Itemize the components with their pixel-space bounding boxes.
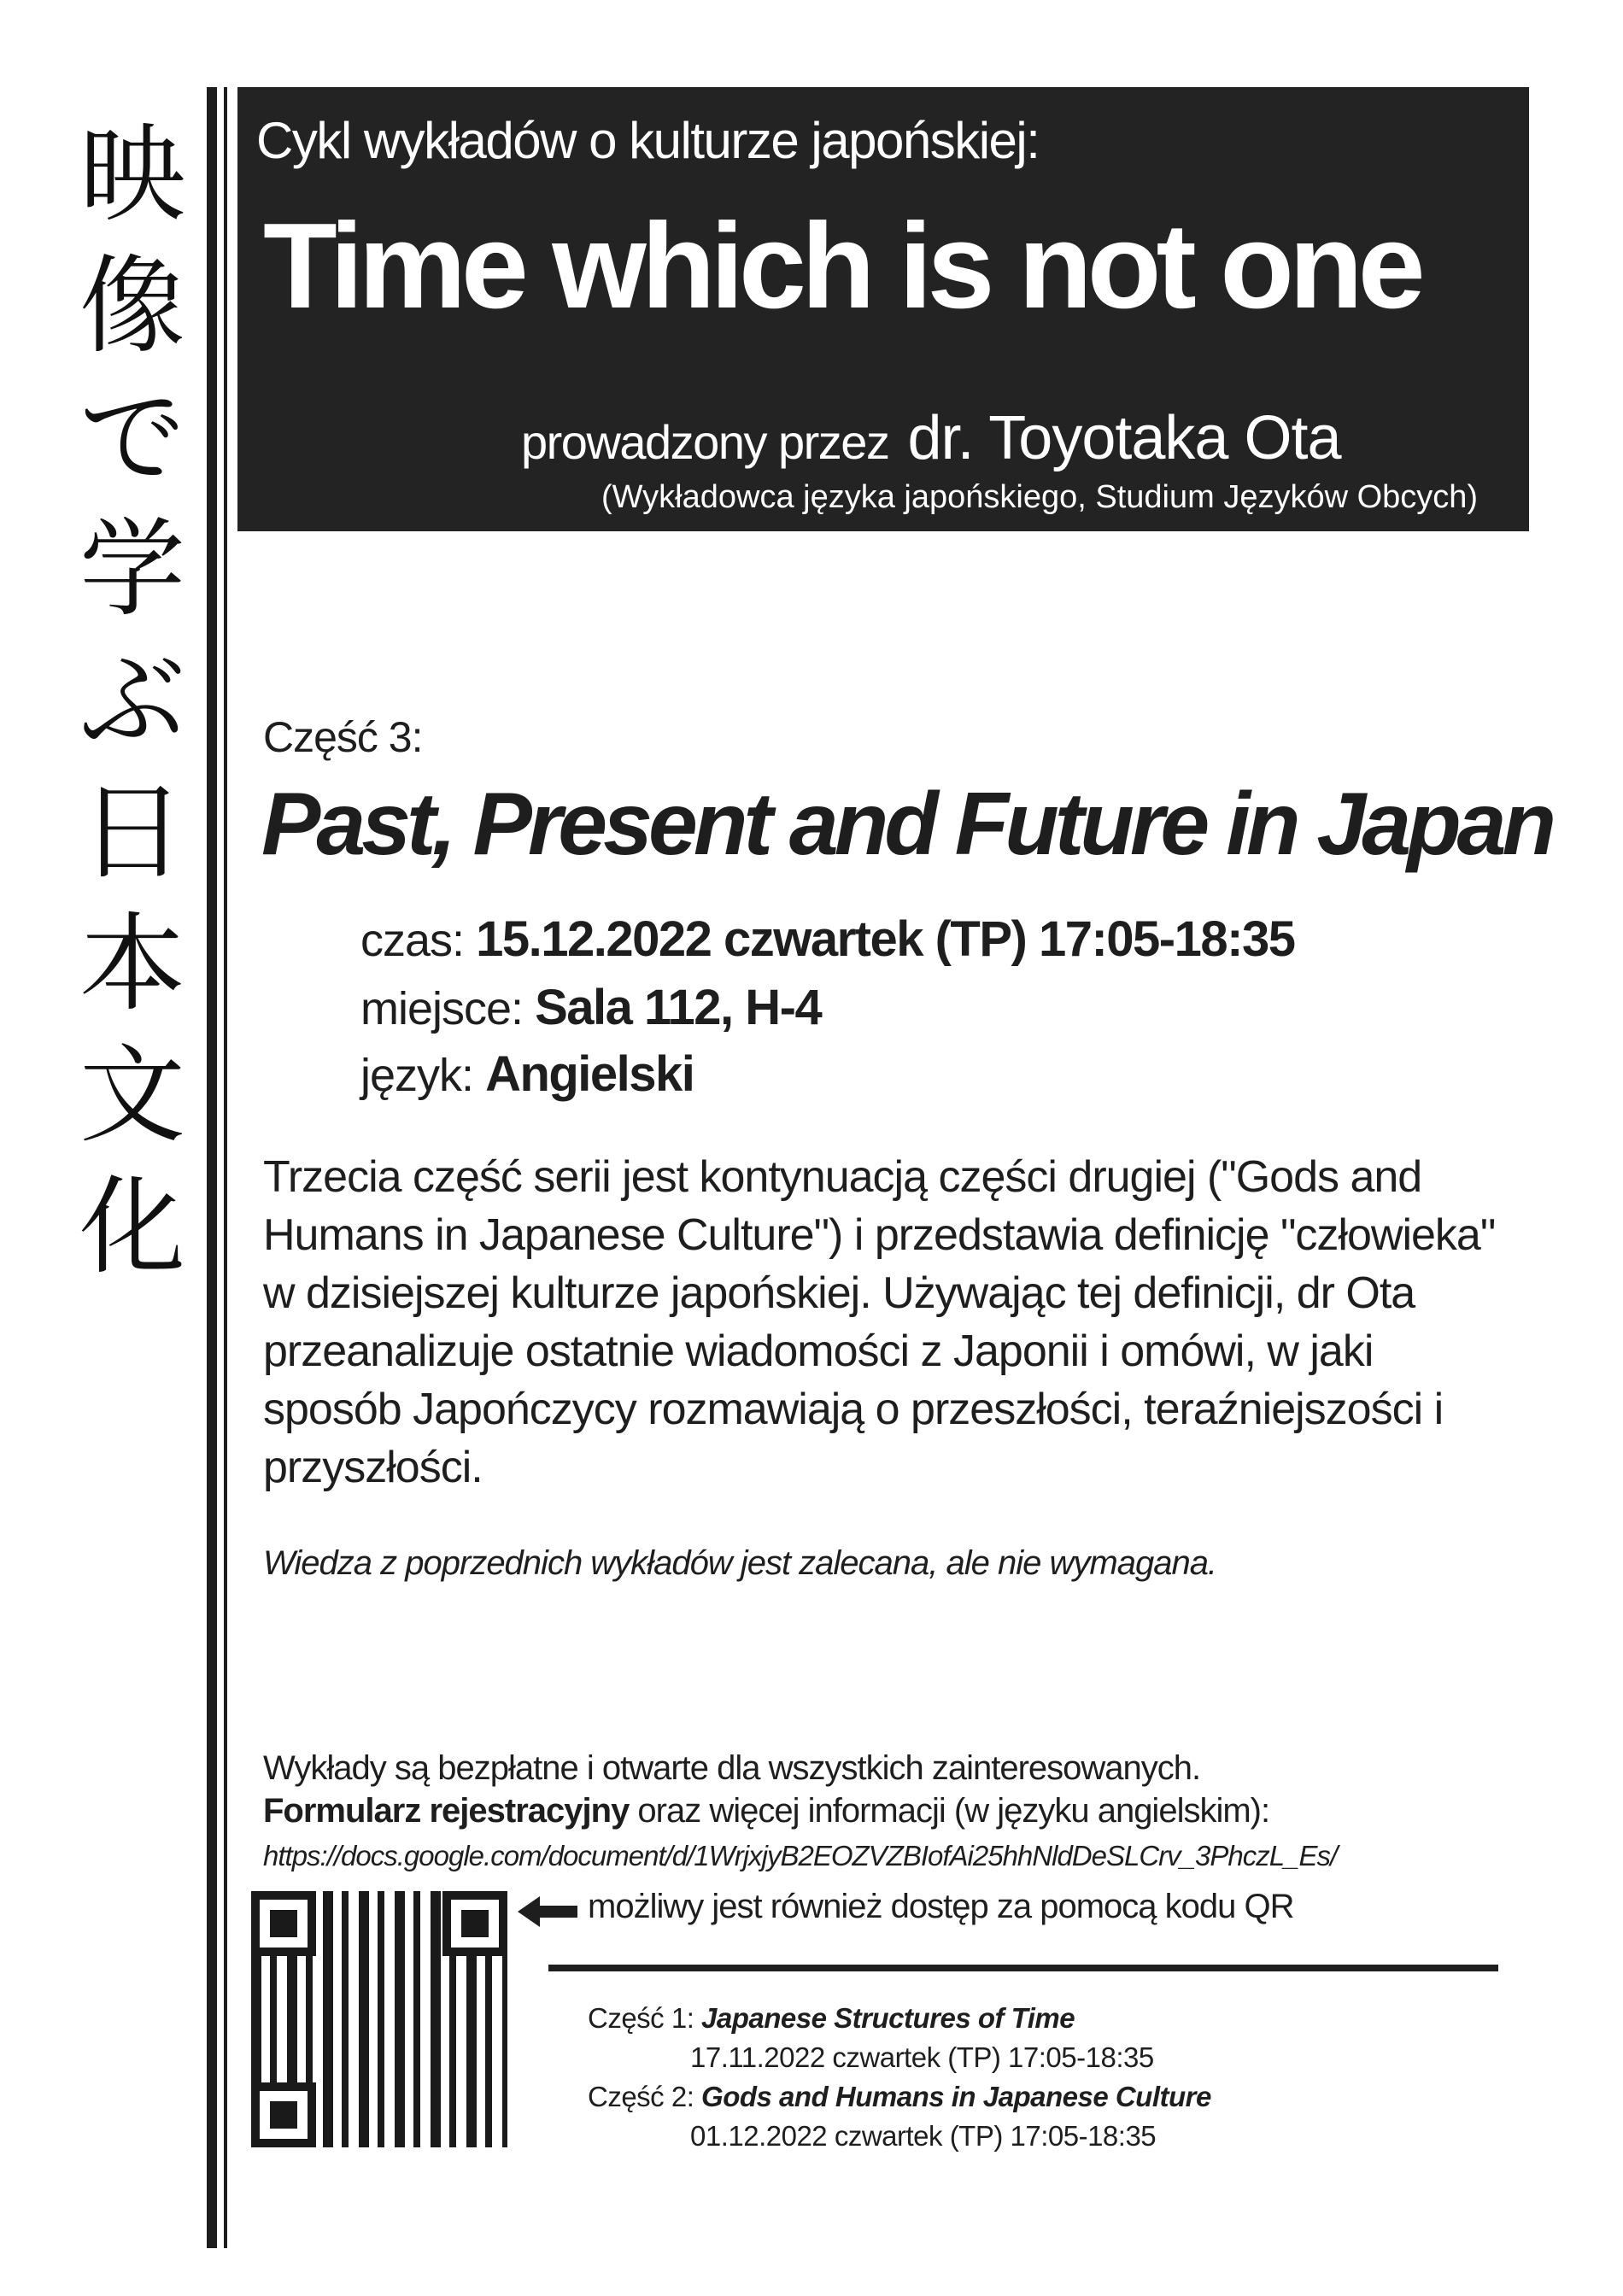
description-line: sposób Japończycy rozmawiają o przeszłości, teraźniejszości i (263, 1385, 1444, 1434)
place-label: miejsce: (360, 983, 524, 1034)
qr-finder-pattern (442, 1891, 507, 1956)
lecture-series-name: Time which is not one (263, 198, 1421, 334)
previous-part-title: Japanese Structures of Time (701, 2002, 1075, 2034)
part-label: Część 3: (263, 713, 423, 761)
kanji-char: 学 (79, 508, 185, 631)
previous-part-label: Część 2: (588, 2081, 702, 2112)
header-banner (237, 87, 1529, 531)
previous-lecture-date: 01.12.2022 czwartek (TP) 17:05-18:35 (690, 2120, 1157, 2152)
arrow-left-icon (518, 1896, 577, 1927)
series-title: Cykl wykładów o kulturze japońskiej: (256, 112, 1040, 169)
previous-lectures (588, 1999, 1211, 2156)
description-line: przeanalizuje ostatnie wiadomości z Japonii i omówi, w jaki (263, 1327, 1374, 1376)
free-admission-text: Wykłady są bezpłatne i otwarte dla wszystkich zainteresowanych. (263, 1749, 1201, 1787)
part-title: Past, Present and Future in Japan (261, 775, 1552, 874)
lecturer-affiliation: (Wykładowca języka japońskiego, Studium Języków Obcych) (601, 479, 1479, 515)
previous-lecture-date: 17.11.2022 czwartek (TP) 17:05-18:35 (690, 2041, 1154, 2073)
kanji-char: 文 (79, 1034, 185, 1157)
qr-finder-pattern (251, 1891, 316, 1956)
registration-info-text: oraz więcej informacji (w języku angielskim): (629, 1792, 1270, 1830)
registration-form-label: Formularz rejestracyjny (263, 1792, 630, 1830)
lecturer-label: prowadzony przez (521, 415, 889, 469)
previous-part-label: Część 1: (588, 2002, 702, 2034)
time-value: 15.12.2022 czwartek (TP) 17:05-18:35 (476, 911, 1295, 967)
qr-finder-pattern (251, 2082, 316, 2147)
previous-part-title: Gods and Humans in Japanese Culture (701, 2081, 1211, 2112)
time-detail (360, 911, 1294, 968)
previous-lecture-title-row (588, 1999, 1211, 2038)
kanji-char: 像 (79, 245, 185, 368)
language-value: Angielski (485, 1046, 694, 1102)
description-line: przyszłości. (263, 1443, 483, 1492)
kanji-char: 本 (79, 903, 185, 1026)
lecturer-line (521, 403, 1341, 473)
registration-line (263, 1792, 1269, 1830)
qr-code (251, 1891, 507, 2147)
registration-url[interactable]: https://docs.google.com/document/d/1WrjxjyB2EOZVZBIofAi25hhNldDeSLCrv_3PhczL_Es/ (263, 1840, 1338, 1871)
kanji-char: ぶ (79, 640, 185, 763)
description-line: Trzecia część serii jest kontynuacją części drugiej ("Gods and (263, 1152, 1422, 1202)
kanji-char: 映 (79, 114, 185, 237)
description (263, 1148, 1510, 1496)
time-label: czas: (360, 915, 465, 966)
language-detail (360, 1046, 694, 1103)
vertical-japanese-title (68, 109, 196, 1293)
kanji-char: 日 (79, 771, 185, 894)
prerequisite-note: Wiedza z poprzednich wykładów jest zalecana, ale nie wymagana. (263, 1544, 1217, 1582)
language-label: język: (360, 1050, 474, 1101)
previous-lecture-title-row (588, 2077, 1211, 2117)
qr-note: możliwy jest również dostęp za pomocą kodu QR (588, 1888, 1294, 1925)
vertical-divider-thin (224, 87, 227, 2248)
kanji-char: で (79, 377, 185, 500)
kanji-char: 化 (79, 1166, 185, 1289)
description-line: Humans in Japanese Culture") i przedstawia definicję "człowieka" (263, 1210, 1496, 1260)
place-detail (360, 979, 821, 1036)
vertical-divider-thick (207, 87, 217, 2248)
lecturer-name: dr. Toyotaka Ota (907, 404, 1341, 472)
description-line: w dzisiejszej kulturze japońskiej. Używając tej definicji, dr Ota (263, 1268, 1415, 1318)
place-value: Sala 112, H-4 (535, 980, 822, 1035)
horizontal-divider (548, 1965, 1498, 1971)
